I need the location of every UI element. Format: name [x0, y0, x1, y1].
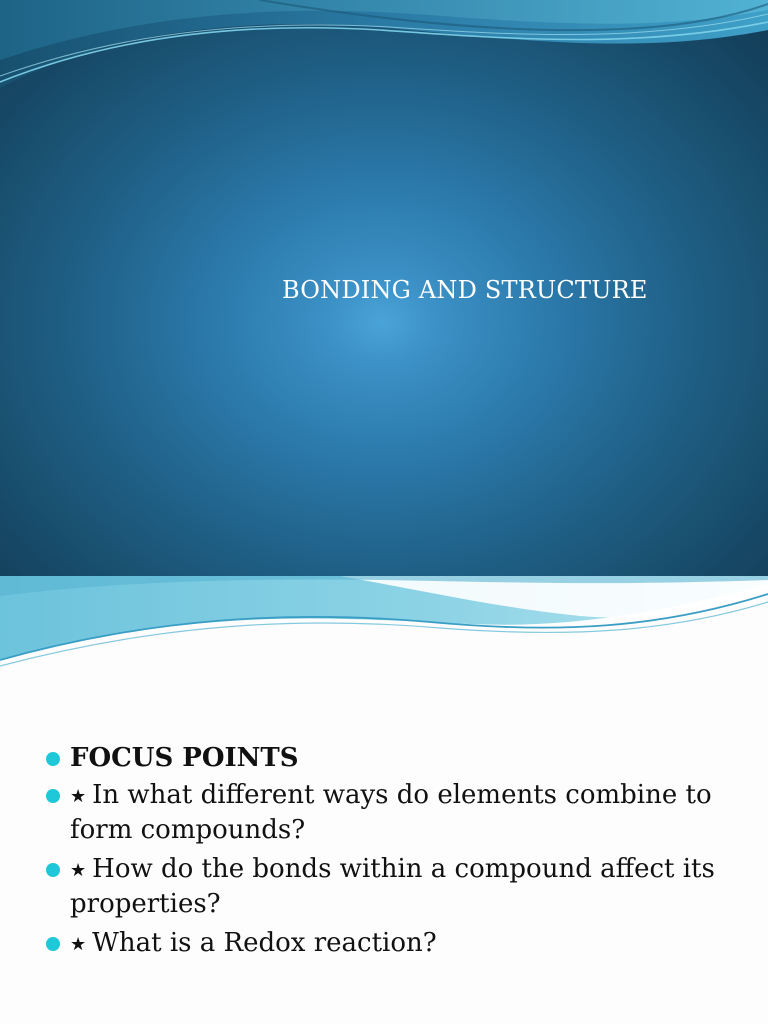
cyan-dot-bullet-icon [46, 937, 60, 951]
focus-points-heading: FOCUS POINTS [70, 743, 299, 773]
focus-points-list [46, 742, 746, 968]
star-icon: ★ [70, 860, 87, 881]
cyan-dot-bullet-icon [46, 752, 60, 766]
focus-point-text: What is a Redox reaction? [92, 928, 437, 958]
star-icon: ★ [70, 786, 87, 807]
list-item [46, 853, 746, 921]
focus-point-text: How do the bonds within a compound affect its properties? [70, 854, 715, 919]
content-slide [0, 576, 768, 1024]
wave-decoration-top [0, 576, 768, 676]
focus-point-text: In what different ways do elements combine to form compounds? [70, 780, 712, 845]
cyan-dot-bullet-icon [46, 863, 60, 877]
slide-title: BONDING AND STRUCTURE [282, 276, 648, 304]
wave-decoration-top [0, 0, 768, 110]
list-item [46, 779, 746, 847]
list-item [46, 927, 746, 962]
star-icon: ★ [70, 934, 87, 955]
list-item-heading [46, 742, 746, 775]
cyan-dot-bullet-icon [46, 789, 60, 803]
